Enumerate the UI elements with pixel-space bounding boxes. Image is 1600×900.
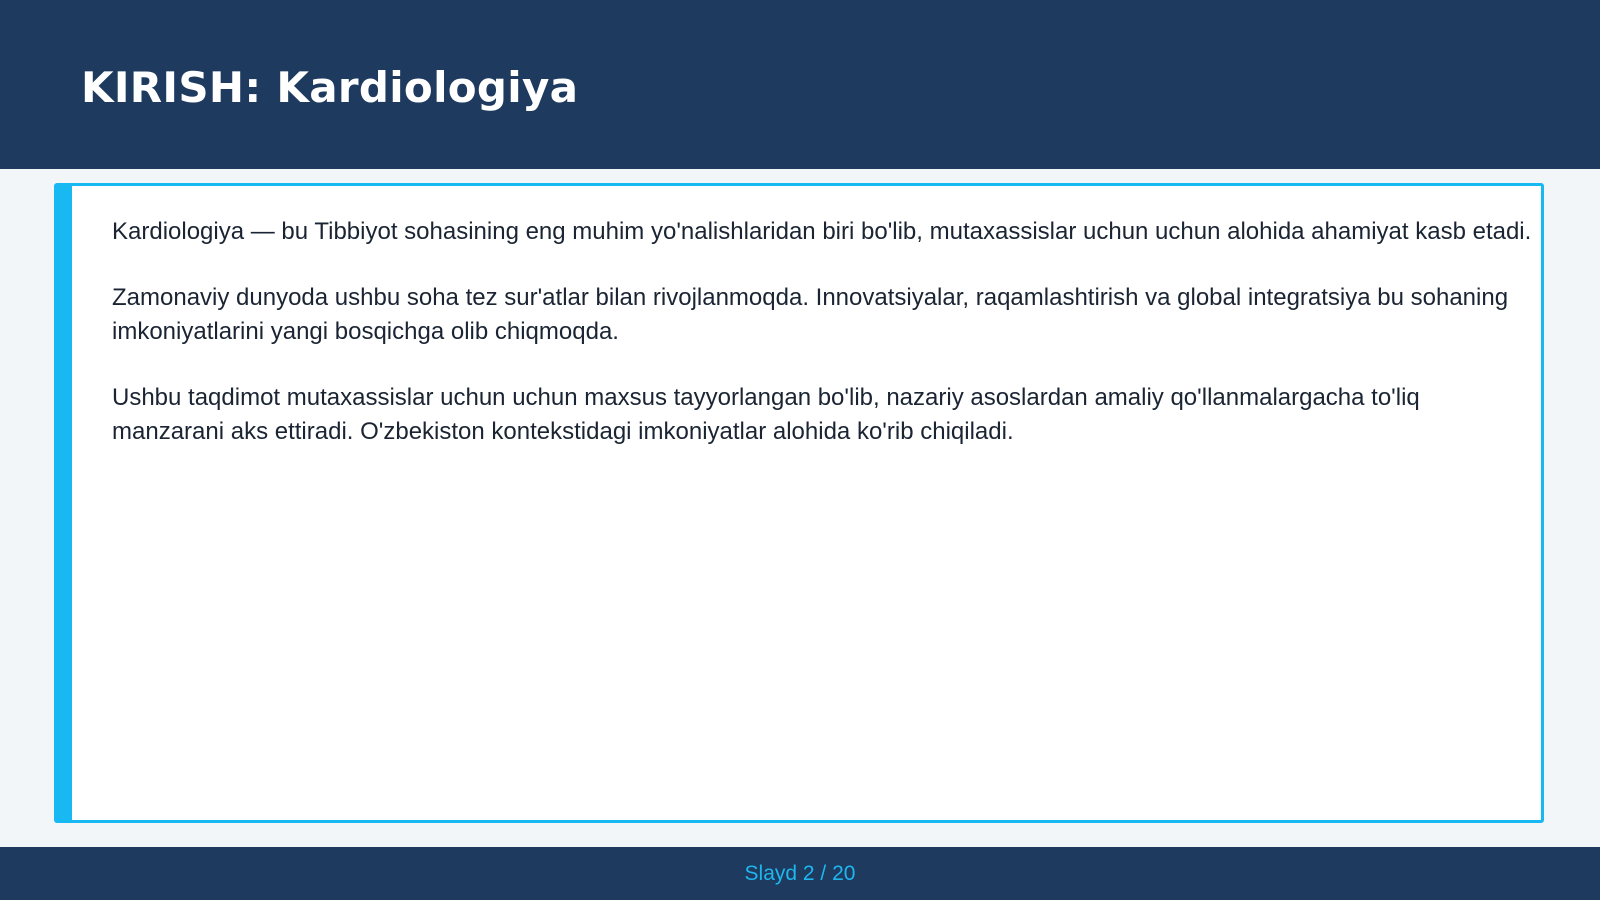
slide-header	[0, 0, 1600, 169]
content-panel	[54, 183, 1544, 823]
content-body	[112, 215, 1532, 481]
slide-title: KIRISH: Kardiologiya	[81, 63, 579, 112]
content-paragraph: Zamonaviy dunyoda ushbu soha tez sur'atlar bilan rivojlanmoqda. Innovatsiyalar, raqamlashtirish va global integratsiya bu sohaning imkoniyatlarini yangi bosqichga olib chiqmoqda.	[112, 284, 1509, 345]
content-paragraph: Ushbu taqdimot mutaxassislar uchun uchun maxsus tayyorlangan bo'lib, nazariy asoslardan amaliy qo'llanmalargacha to'liq manzarani aks ettiradi. O'zbekiston kontekstidagi imkoniyatlar alohida ko'rib chiqiladi.	[112, 384, 1420, 445]
content-paragraph: Kardiologiya — bu Tibbiyot sohasining eng muhim yo'nalishlaridan biri bo'lib, mutaxassislar uchun uchun alohida ahamiyat kasb etadi.	[112, 218, 1532, 245]
slide-counter: Slayd 2 / 20	[744, 862, 856, 885]
slide-footer	[0, 847, 1600, 900]
